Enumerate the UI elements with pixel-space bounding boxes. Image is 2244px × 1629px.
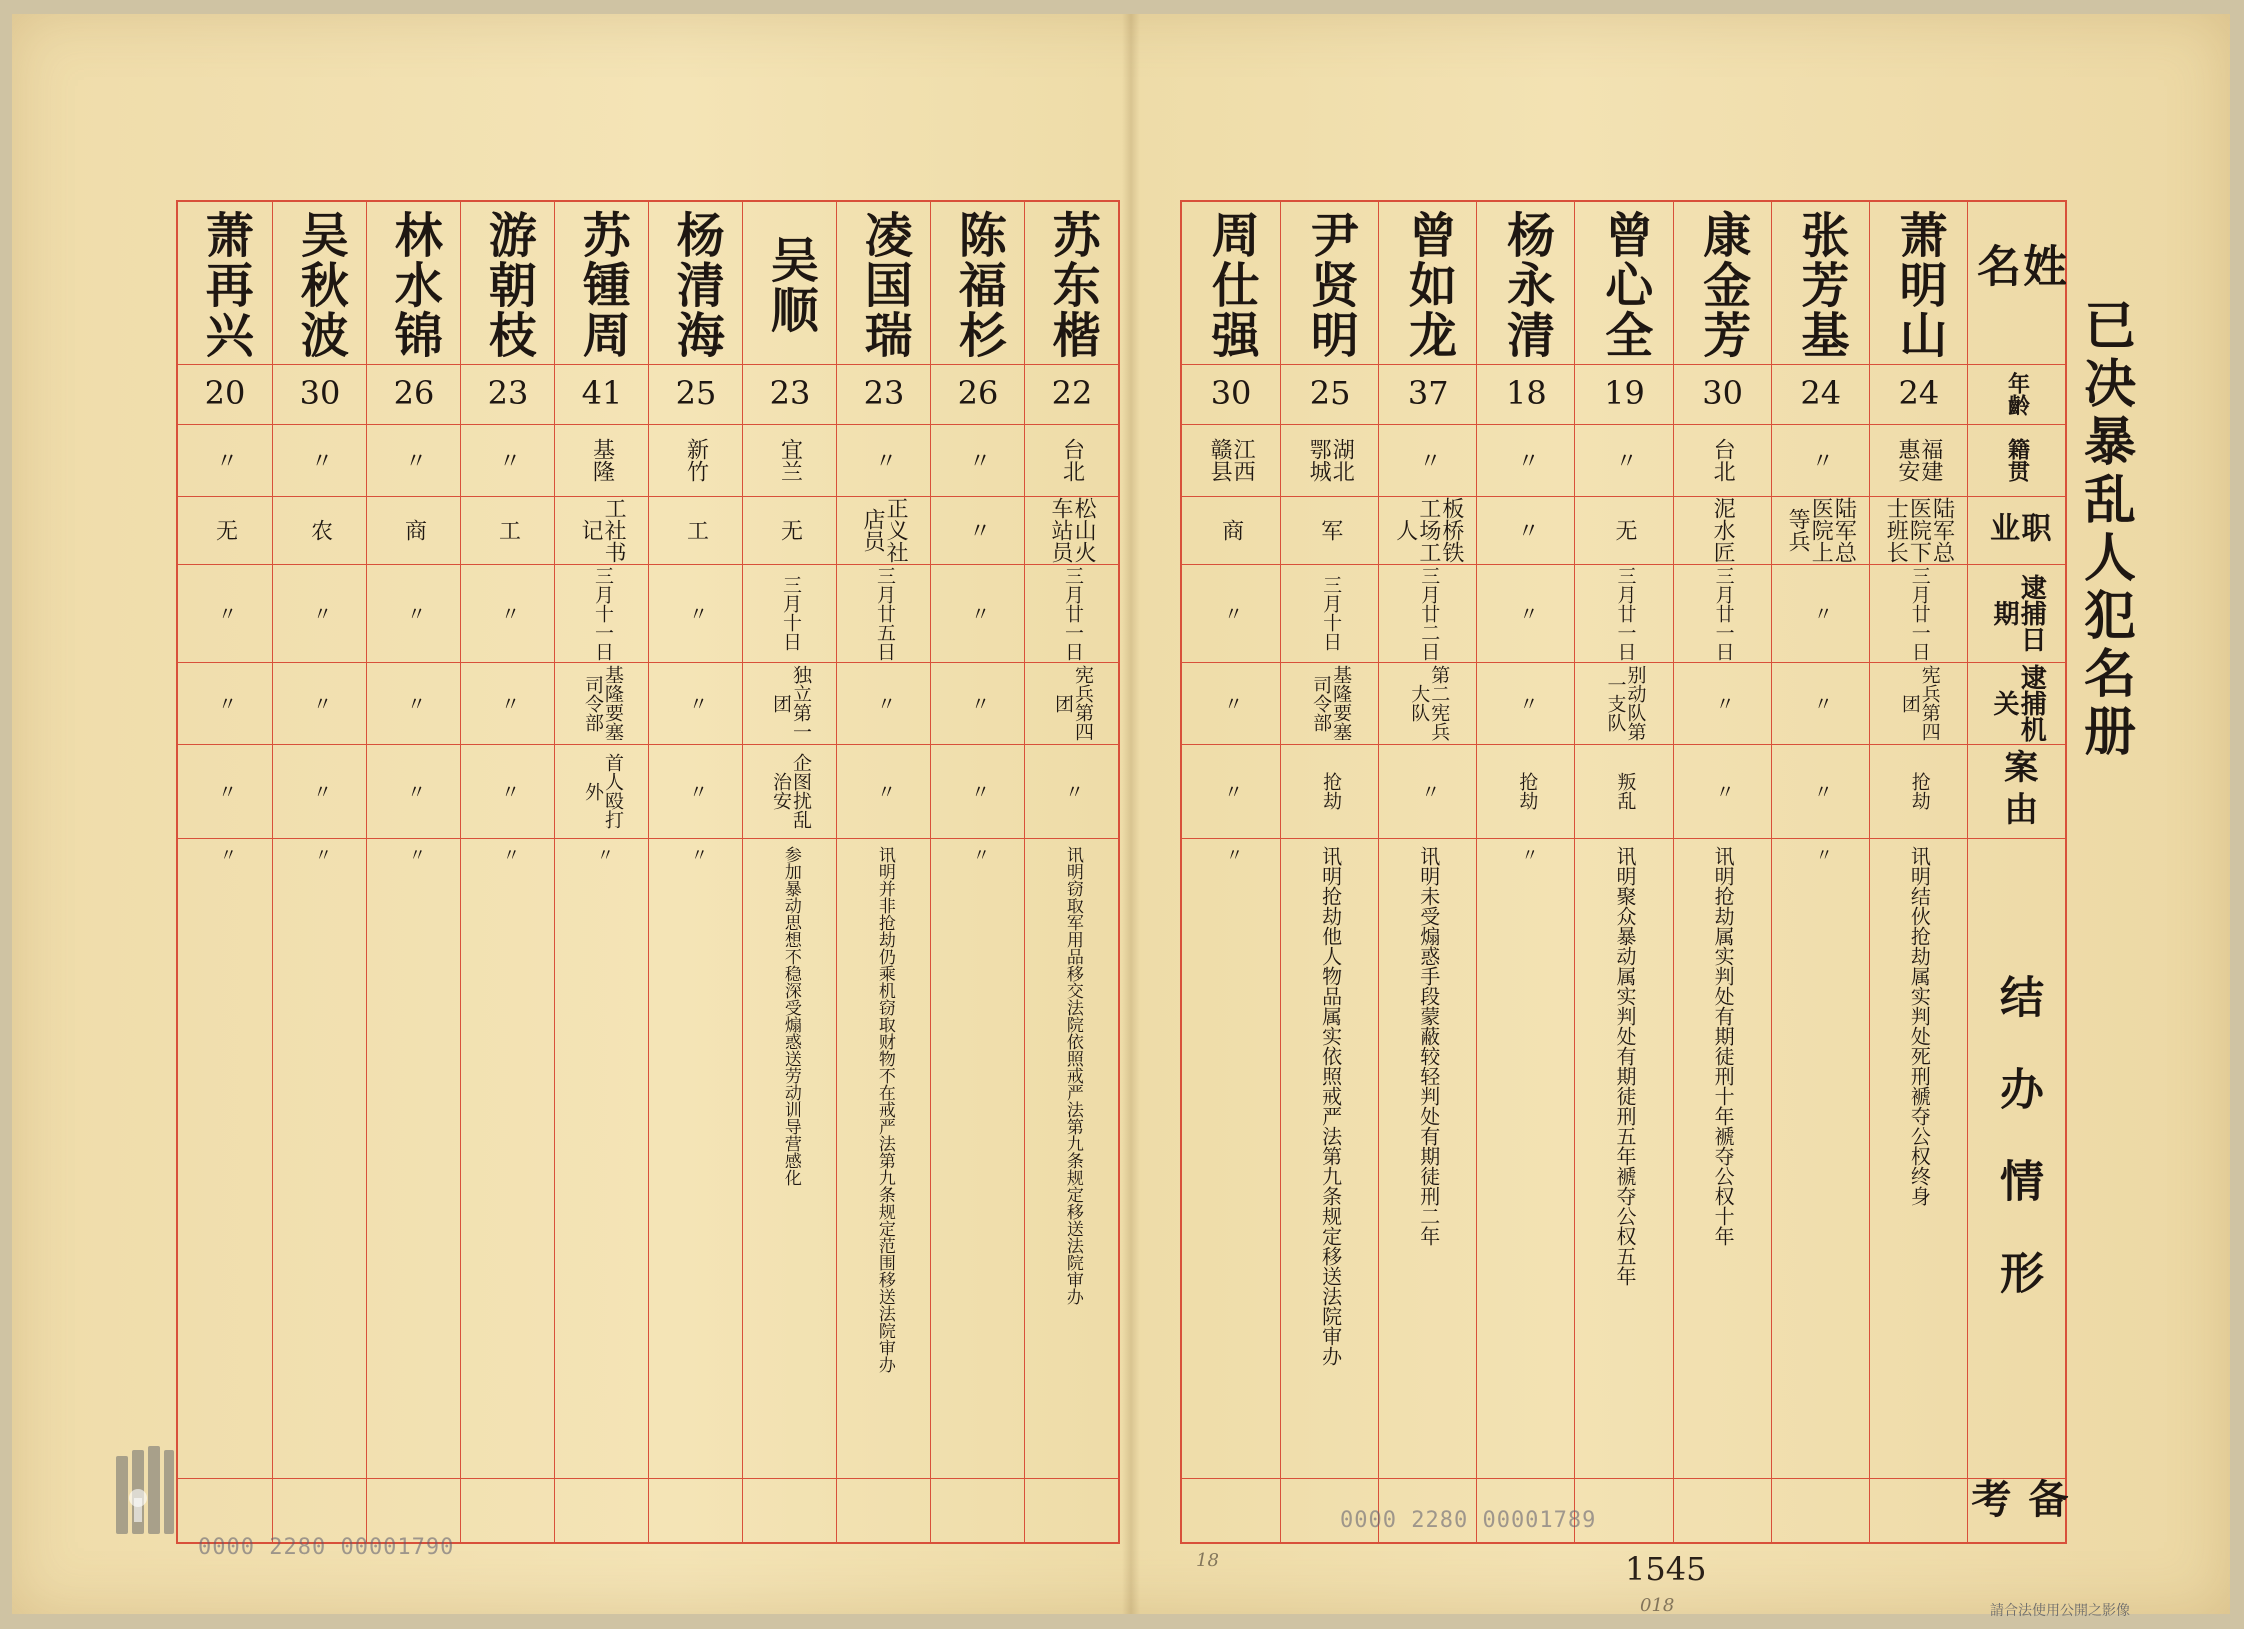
cell-age: 30 [1702,374,1743,413]
cell-note: 〃 [404,846,425,863]
header-remarks: 备考 [1964,1478,2069,1518]
cell-age: 24 [1800,374,1842,413]
cell-date: 〃 [1516,603,1539,623]
cell-age: 26 [957,374,999,413]
cell-unit: 宪兵第四团 [1898,665,1941,741]
cell-note big: 讯明未受煽惑手段蒙蔽较轻判处有期徒刑二年 [1416,846,1441,1246]
cell-case: 〃 [873,781,896,801]
table-row [272,202,367,1542]
table-row [366,202,461,1542]
cell-date: 〃 [497,603,520,623]
cell-note: 〃 [310,846,331,863]
cell-case: 〃 [214,781,237,801]
cell-age: 18 [1506,374,1547,413]
cell-age: 30 [1210,374,1252,413]
cell-job: 正义社店员 [860,497,909,563]
cell-note: 〃 [1517,846,1538,863]
document-title: 已决暴乱人犯名册 [2074,298,2136,762]
cell-note: 〃 [592,846,613,863]
cell-date: 三月廿二日 [1418,565,1441,661]
cell-date: 三月廿一日 [1614,565,1637,661]
cell-age: 22 [1051,374,1093,413]
cell-job: 无 [212,519,238,541]
cell-date: 逮捕日期 [1988,574,2047,652]
cell-origin: 宜兰 [777,438,803,482]
cell-date: 〃 [403,603,426,623]
cell-unit: 独立第一团 [770,665,812,741]
cell-date: 三月十日 [1320,575,1343,651]
handwritten-mark: 18 [1196,1550,1219,1571]
cell-note big: 讯明结伙抢劫属实判处死刑褫夺公权终身 [1907,846,1932,1206]
cell-date: 三月廿五日 [873,565,896,661]
cell-age: 20 [204,374,246,413]
cell-origin: 〃 [1513,449,1539,471]
cell-age: 25 [675,374,717,413]
cell-name: 杨清海 [668,210,725,360]
page-fold [1122,14,1140,1614]
cell-unit: 第二宪兵大队 [1408,665,1451,741]
cell-job: 商 [401,519,427,541]
cell-date: 〃 [685,603,708,623]
table-row [1574,202,1673,1542]
table-row [1476,202,1575,1542]
cell-case: 抢劫 [1908,772,1931,810]
cell-date: 〃 [1221,603,1244,623]
cell-note: 〃 [968,846,989,863]
table-row [1378,202,1477,1542]
cell-note: 〃 [215,846,236,863]
archive-stamp-right: 0000 2280 00001789 [1340,1508,1597,1533]
cell-unit: 〃 [403,693,426,713]
cell-age: 37 [1407,374,1449,413]
cell-unit: 〃 [309,693,332,713]
table-row [1024,202,1119,1542]
cell-name: 曾如龙 [1400,210,1457,360]
cell-origin: 〃 [1612,449,1638,471]
cell-job: 陆军总医院下士班长 [1883,497,1955,563]
cell-origin: 〃 [401,449,427,471]
cell-age: 年齡 [2004,372,2031,416]
cell-case: 〃 [685,781,708,801]
table-row [1182,202,1280,1542]
header-column [1964,202,2069,1542]
cell-job: 职业 [1983,512,2051,548]
cell-unit: 逮捕机关 [1988,664,2047,742]
cell-name: 萧明山 [1891,210,1948,360]
table-row [742,202,837,1542]
cell-name: 萧再兴 [197,210,254,360]
cell-job: 军 [1317,519,1343,541]
cell-case: 〃 [1418,781,1441,801]
cell-name: 杨永清 [1498,210,1555,360]
cell-name: 苏东楷 [1044,210,1101,360]
cell-date: 三月十日 [779,575,802,651]
cell-age: 26 [393,374,435,413]
cell-origin: 〃 [1415,449,1441,471]
cell-case: 〃 [1712,781,1735,801]
cell-date: 〃 [967,603,990,623]
cell-unit: 〃 [1712,693,1735,713]
cell-job: 商 [1218,519,1244,541]
cell-origin: 湖北 鄂城 [1306,438,1355,482]
cell-age: 30 [299,374,341,413]
cell-age: 41 [581,374,623,413]
cell-origin: 〃 [1808,449,1834,471]
cell-case: 抢劫 [1320,772,1343,810]
cell-job: 松山火车站员 [1048,497,1097,563]
cell-unit: 宪兵第四团 [1052,665,1094,741]
table-row [178,202,272,1542]
cell-job: 无 [777,519,803,541]
register-table-left [176,200,1120,1544]
cell-name: 吴顺 [762,235,819,335]
cell-name: 曾心全 [1596,210,1653,360]
cell-date: 三月廿一日 [1712,565,1735,661]
cell-name: 凌国瑞 [856,210,913,360]
cell-job: 〃 [965,519,991,541]
cell-name: 陈福杉 [950,210,1007,360]
cell-note: 讯明窃取军用品移交法院依照戒严法第九条规定移送法院审办 [1062,846,1083,1305]
cell-name: 康金芳 [1694,210,1751,360]
cell-name: 周仕强 [1203,210,1260,360]
cell-origin: 〃 [965,449,991,471]
cell-case: 〃 [497,781,520,801]
cell-age: 25 [1309,374,1351,413]
cell-origin: 〃 [495,449,521,471]
cell-unit: 〃 [1221,693,1244,713]
cell-note: 〃 [686,846,707,863]
cell-job: 陆军总医院上等兵 [1785,497,1857,563]
cell-unit: 〃 [685,693,708,713]
register-table-right [1180,200,2067,1544]
cell-job: 工社书记 [578,497,627,563]
cell-case: 抢劫 [1516,772,1539,810]
cell-origin: 江西 赣县 [1207,438,1256,482]
cell-case: 首人殴打外 [582,753,624,829]
table-row [1869,202,1968,1542]
cell-origin: 〃 [871,449,897,471]
cell-job: 泥水匠 [1710,497,1736,563]
table-row [1673,202,1772,1542]
table-row [460,202,555,1542]
cell-job: 工 [495,519,521,541]
cell-case: 案由 [1997,749,2038,833]
handwritten-mark: 018 [1640,1595,1675,1616]
cell-note: 〃 [1811,846,1832,863]
cell-origin: 台北 [1059,438,1085,482]
table-row [1280,202,1379,1542]
cell-case: 叛乱 [1614,772,1637,810]
cell-date: 三月十一日 [591,565,614,661]
cell-job: 无 [1612,519,1638,541]
cell-date: 〃 [214,603,237,623]
cell-note big: 讯明聚众暴动属实判处有期徒刑五年褫夺公权五年 [1613,846,1637,1286]
cell-origin: 基隆 [589,438,615,482]
usage-watermark: 請合法使用公開之影像 [1990,1603,2130,1619]
cell-name: 苏锺周 [574,210,631,360]
cell-name: 姓名 [1968,243,2066,327]
cell-origin: 福建 惠安 [1894,438,1943,482]
cell-note: 结办情形 [1992,974,2044,1342]
cell-origin: 〃 [307,449,333,471]
archive-logo-icon [76,1436,186,1548]
cell-date: 〃 [309,603,332,623]
table-row [554,202,649,1542]
cell-note: 〃 [498,846,519,863]
cell-note big: 讯明抢劫属实判处有期徒刑十年褫夺公权十年 [1711,846,1736,1246]
cell-name: 张芳基 [1792,210,1849,360]
cell-date: 三月廿一日 [1908,565,1931,661]
cell-date: 三月廿一日 [1061,565,1084,661]
cell-date: 〃 [1810,603,1833,623]
cell-note: 〃 [1221,846,1242,863]
cell-job: 板桥铁工场工人 [1392,497,1464,563]
table-row [930,202,1025,1542]
cell-unit: 基隆要塞司令部 [582,665,624,741]
cell-origin: 籍贯 [2004,438,2031,482]
cell-job: 〃 [1513,519,1539,541]
cell-unit: 〃 [1810,693,1833,713]
archive-stamp-left: 0000 2280 00001790 [198,1535,455,1560]
cell-job: 农 [307,519,333,541]
table-row [1771,202,1870,1542]
cell-name: 尹贤明 [1302,210,1359,360]
cell-unit: 〃 [1516,693,1539,713]
cell-case: 〃 [403,781,426,801]
cell-unit: 基隆要塞司令部 [1310,665,1353,741]
cell-unit: 〃 [967,693,990,713]
cell-unit: 别动队第一支队 [1604,665,1647,741]
cell-note big: 讯明抢劫他人物品属实依照戒严法第九条规定移送法院审办 [1318,846,1343,1366]
cell-case: 〃 [309,781,332,801]
cell-origin: 台北 [1710,438,1736,482]
cell-unit: 〃 [497,693,520,713]
cell-unit: 〃 [873,693,896,713]
cell-unit: 〃 [214,693,237,713]
cell-age: 23 [487,374,529,413]
cell-age: 19 [1604,374,1645,413]
cell-age: 23 [769,374,811,413]
cell-age: 23 [863,374,905,413]
cell-case: 〃 [967,781,990,801]
cell-job: 工 [683,519,709,541]
table-row [836,202,931,1542]
cell-origin: 新竹 [683,438,709,482]
cell-name: 游朝枝 [480,210,537,360]
cell-age: 24 [1898,374,1940,413]
cell-note: 讯明并非抢劫仍乘机窃取财物不在戒严法第九条规定范围移送法院审办 [874,846,895,1373]
cell-case: 〃 [1061,781,1084,801]
cell-note: 参加暴动思想不稳深受煽惑送劳动训导营感化 [780,846,801,1186]
cell-case: 〃 [1221,781,1244,801]
table-row [648,202,743,1542]
cell-origin: 〃 [212,449,238,471]
cell-case: 企图扰乱治安 [770,753,812,829]
cell-name: 吴秋波 [292,210,349,360]
page-number: 1545 [1625,1550,1707,1588]
cell-case: 〃 [1810,781,1833,801]
cell-name: 林水锦 [386,210,443,360]
